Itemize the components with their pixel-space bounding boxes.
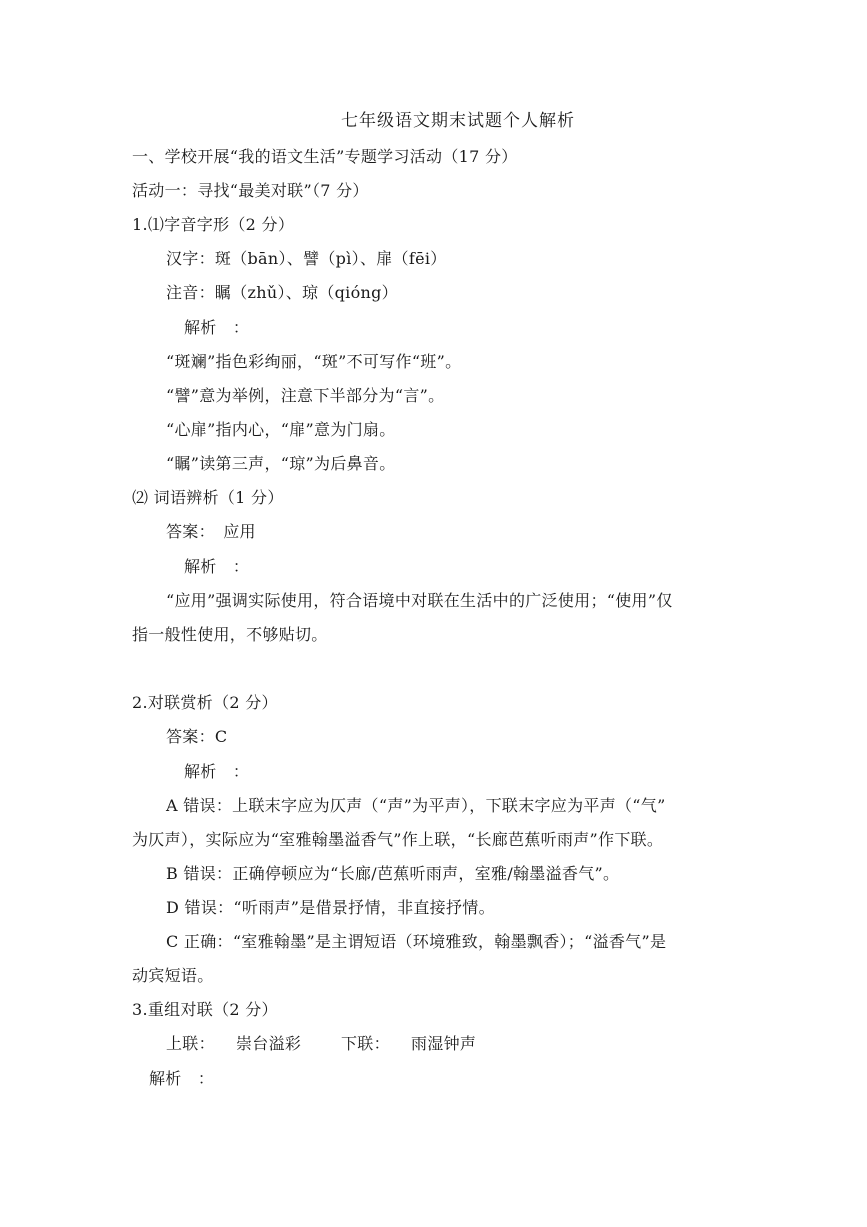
q3-upper-label: 上联： bbox=[166, 1034, 215, 1053]
q1-part2-answer: 答案： 应用 bbox=[166, 522, 256, 541]
q1-analysis-item: “心扉”指内心，“扉”意为门扇。 bbox=[166, 420, 396, 439]
q1-zhuyin-line: 注音：瞩（zhǔ）、琼（qióng） bbox=[166, 283, 398, 302]
q2-heading: 2.对联赏析（2 分） bbox=[132, 693, 278, 712]
q1-part2-heading: ⑵ 词语辨析（1 分） bbox=[132, 488, 284, 507]
q2-option-d: D 错误：“听雨声”是借景抒情，非直接抒情。 bbox=[166, 898, 495, 917]
q2-answer: 答案：C bbox=[166, 727, 228, 746]
q3-heading: 3.重组对联（2 分） bbox=[132, 1000, 278, 1019]
q2-analysis-label: 解析 ： bbox=[184, 762, 250, 781]
q1-hanzi-line: 汉字：斑（bān）、譬（pì）、扉（fēi） bbox=[166, 249, 447, 268]
q3-lower-label: 下联： bbox=[341, 1034, 390, 1053]
q3-analysis-label: 解析 ： bbox=[149, 1069, 215, 1088]
q1-heading: 1.⑴字音字形（2 分） bbox=[132, 215, 295, 234]
document-title: 七年级语文期末试题个人解析 bbox=[341, 111, 575, 131]
q3-lower-value: 雨湿钟声 bbox=[411, 1034, 477, 1053]
q2-option-a: A 错误：上联末字应为仄声（“声”为平声），下联末字应为平声（“气” bbox=[166, 796, 666, 815]
q3-upper-value: 崇台溢彩 bbox=[236, 1034, 302, 1053]
q1-analysis-item: “斑斓”指色彩绚丽，“斑”不可写作“班”。 bbox=[166, 352, 462, 371]
section1-heading: 一、学校开展“我的语文生活”专题学习活动（17 分） bbox=[132, 147, 518, 166]
q2-option-c: C 正确：“室雅翰墨”是主谓短语（环境雅致，翰墨飘香）；“溢香气”是 bbox=[166, 932, 667, 951]
q1-analysis-label: 解析 ： bbox=[184, 318, 250, 337]
q1-analysis-item: “瞩”读第三声，“琼”为后鼻音。 bbox=[166, 454, 396, 473]
q2-option-c-cont: 动宾短语。 bbox=[132, 966, 214, 985]
activity1-heading: 活动一：寻找“最美对联”（7 分） bbox=[132, 181, 369, 200]
q2-option-b: B 错误：正确停顿应为“长廊/芭蕉听雨声，室雅/翰墨溢香气”。 bbox=[166, 864, 620, 883]
q1-analysis-item: “譬”意为举例，注意下半部分为“言”。 bbox=[166, 386, 445, 405]
q1-part2-analysis-text: “应用”强调实际使用，符合语境中对联在生活中的广泛使用；“使用”仅 bbox=[166, 591, 673, 610]
q1-part2-analysis-label: 解析 ： bbox=[184, 557, 250, 576]
q2-option-a-cont: 为仄声），实际应为“室雅翰墨溢香气”作上联，“长廊芭蕉听雨声”作下联。 bbox=[132, 830, 664, 849]
q1-part2-analysis-text: 指一般性使用，不够贴切。 bbox=[132, 625, 328, 644]
